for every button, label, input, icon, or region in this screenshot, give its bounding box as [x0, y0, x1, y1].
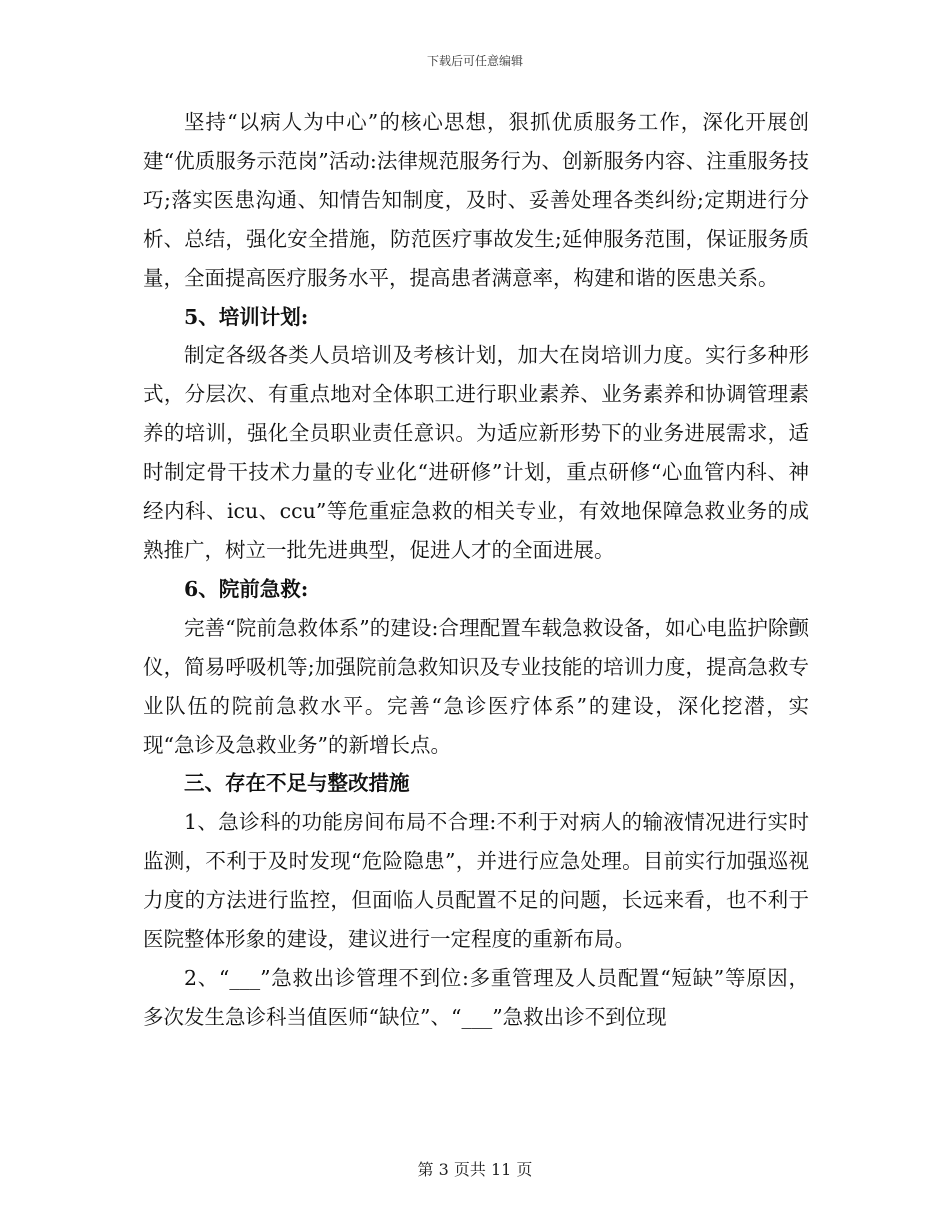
- document-body: [143, 103, 809, 1037]
- heading-training-plan: 5、培训计划:: [184, 304, 309, 329]
- heading-prehospital-emergency: 6、院前急救:: [184, 576, 309, 601]
- paragraph-layout-issue: 1、急诊科的功能房间布局不合理:不利于对病人的输液情况进行实时监测，不利于及时发现“危险隐患”，并进行应急处理。目前实行加强巡视力度的方法进行监控，但面临人员配置不足的问题，长远来看，也不利于医院整体形象的建设，建议进行一定程度的重新布局。: [143, 810, 809, 952]
- heading-shortcomings: 三、存在不足与整改措施: [184, 771, 410, 796]
- page-header: 下载后可任意编辑: [426, 54, 523, 68]
- paragraph-service: 坚持“以病人为中心”的核心思想，狠抓优质服务工作，深化开展创建“优质服务示范岗”活动:法律规范服务行为、创新服务内容、注重服务技巧;落实医患沟通、知情告知制度，及时、妥善处理各类纠纷;定期进行分析、总结，强化安全措施，防范医疗事故发生;延伸服务范围，保证服务质量，全面提高医疗服务水平，提高患者满意率，构建和谐的医患关系。: [143, 110, 809, 290]
- paragraph-dispatch-issue: 2、“___”急救出诊管理不到位:多重管理及人员配置“短缺”等原因，多次发生急诊科当值医师“缺位”、“___”急救出诊不到位现: [143, 965, 809, 1029]
- page-number-footer: 第 3 页共 11 页: [417, 1160, 533, 1179]
- paragraph-prehospital: 完善“院前急救体系”的建设:合理配置车载急救设备，如心电监护除颤仪，简易呼吸机等;加强院前急救知识及专业技能的培训力度，提高急救专业队伍的院前急救水平。完善“急诊医疗体系”的建设，深化挖潜，实现“急诊及急救业务”的新增长点。: [143, 615, 809, 757]
- paragraph-training: 制定各级各类人员培训及考核计划，加大在岗培训力度。实行多种形式，分层次、有重点地对全体职工进行职业素养、业务素养和协调管理素养的培训，强化全员职业责任意识。为适应新形势下的业务进展需求，适时制定骨干技术力量的专业化“进研修”计划，重点研修“心血管内科、神经内科、icu、ccu”等危重症急救的相关专业，有效地保障急救业务的成熟推广，树立一批先进典型，促进人才的全面进展。: [143, 343, 809, 562]
